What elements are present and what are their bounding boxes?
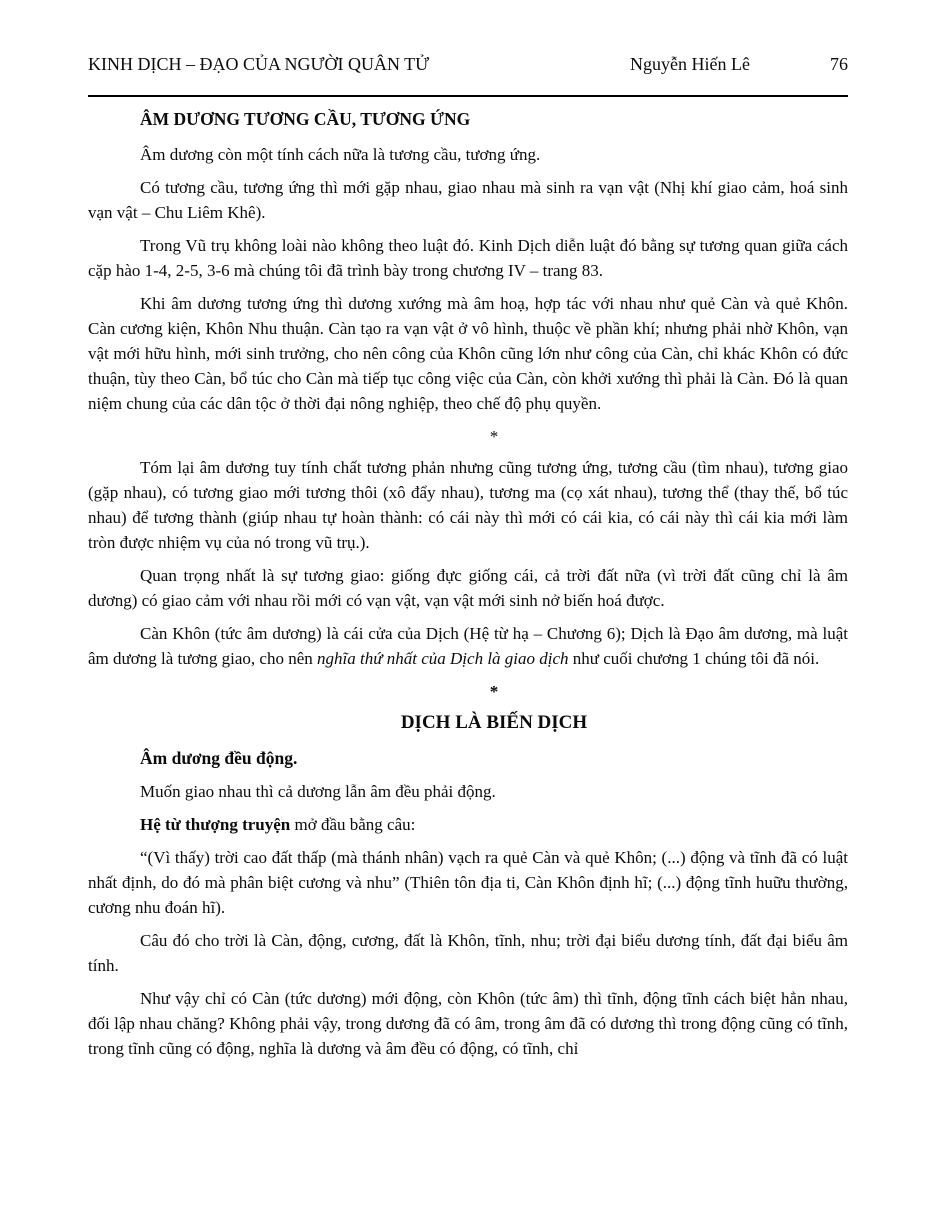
asterisk-separator: * xyxy=(489,682,499,701)
running-title: KINH DỊCH – ĐẠO CỦA NGƯỜI QUÂN TỬ xyxy=(88,54,430,74)
paragraph: “(Vì thấy) trời cao đất thấp (mà thánh nhân) vạch ra quẻ Càn và quẻ Khôn; (...) động và tĩnh đã có luật nhất định, do đó mà phân biệt cương và nhu” (Thiên tôn địa ti, Càn Khôn định hĩ; (...) động tĩnh huữu thường, cương nhu đoán hĩ). xyxy=(88,848,848,917)
header-right-group xyxy=(630,52,848,76)
paragraph xyxy=(88,621,848,671)
section-heading-am-duong-tuong-cau: ÂM DƯƠNG TƯƠNG CẦU, TƯƠNG ỨNG xyxy=(140,109,471,129)
page-number: 76 xyxy=(830,54,848,74)
section-heading-dich-la-bien-dich: DỊCH LÀ BIẾN DỊCH xyxy=(400,712,588,733)
paragraph: Khi âm dương tương ứng thì dương xướng mà âm hoạ, hợp tác với nhau như quẻ Càn và quẻ Khôn. Càn cương kiện, Khôn Nhu thuận. Càn tạo ra vạn vật ở vô hình, thuộc về phần khí; nhưng phải nhờ Khôn, vạn vật mới hữu hình, mới sinh trưởng, cho nên công của Khôn cũng lớn như công của Càn, chỉ khác Khôn có đức thuận, tùy theo Càn, bổ túc cho Càn mà tiếp tục công việc của Càn, còn khởi xướng thì phải là Càn. Đó là quan niệm chung của các dân tộc ở thời đại nông nghiệp, theo chế độ phụ quyền. xyxy=(88,294,848,413)
emphasized-phrase: nghĩa thứ nhất của Dịch là giao dịch xyxy=(317,649,569,668)
paragraph: Như vậy chỉ có Càn (tức dương) mới động, còn Khôn (tức âm) thì tĩnh, động tĩnh cách biệt hẳn nhau, đối lập nhau chăng? Không phải vậy, trong dương đã có âm, trong âm đã có dương thì trong động cũng có tĩnh, trong tĩnh cũng có động, nghĩa là dương và âm đều có động, có tĩnh, chỉ xyxy=(88,989,848,1058)
paragraph: Tóm lại âm dương tuy tính chất tương phản nhưng cũng tương ứng, tương cầu (tìm nhau), tương giao (gặp nhau), có tương giao mới tương thôi (xô đẩy nhau), tương ma (cọ xát nhau), tương thể (thay thế, bổ túc nhau) để tương thành (giúp nhau tự hoàn thành: có cái này thì mới có cái kia, có cái này thì cái kia mới làm tròn được nhiệm vụ của nó trong vũ trụ.). xyxy=(88,458,848,552)
paragraph: Câu đó cho trời là Càn, động, cương, đất là Khôn, tĩnh, nhu; trời đại biểu dương tính, đất đại biểu âm tính. xyxy=(88,931,848,975)
header-rule xyxy=(88,95,848,97)
running-header xyxy=(88,52,848,76)
paragraph-text: mở đầu bằng câu: xyxy=(290,815,416,834)
asterisk-separator: * xyxy=(489,427,499,446)
author-name: Nguyễn Hiến Lê xyxy=(630,54,750,74)
bold-lead-phrase: Hệ từ thượng truyện xyxy=(140,815,291,834)
paragraph: Âm dương còn một tính cách nữa là tương cầu, tương ứng. xyxy=(140,145,541,164)
paragraph: Quan trọng nhất là sự tương giao: giống đực giống cái, cả trời đất nữa (vì trời đất cũng chỉ là âm dương) có giao cảm với nhau rồi mới có vạn vật, vạn vật mới sinh nở biến hoá được. xyxy=(88,566,848,610)
paragraph: Muốn giao nhau thì cả dương lẫn âm đều phải động. xyxy=(140,782,496,801)
paragraph xyxy=(88,812,848,837)
paragraph: Có tương cầu, tương ứng thì mới gặp nhau, giao nhau mà sinh ra vạn vật (Nhị khí giao cảm, hoá sinh vạn vật – Chu Liêm Khê). xyxy=(88,178,848,222)
paragraph-text: như cuối chương 1 chúng tôi đã nói. xyxy=(568,649,820,668)
paragraph-text: Càn Khôn (tức âm dương) là cái cửa của Dịch (Hệ từ hạ – Chương 6); Dịch là Đạo âm dương, mà luật âm dương là tương giao, cho nên xyxy=(88,624,848,668)
sub-heading-am-duong-deu-dong: Âm dương đều động. xyxy=(140,748,298,768)
paragraph: Trong Vũ trụ không loài nào không theo luật đó. Kinh Dịch diễn luật đó bằng sự tương quan giữa cách cặp hào 1-4, 2-5, 3-6 mà chúng tôi đã trình bày trong chương IV – trang 83. xyxy=(88,236,848,280)
